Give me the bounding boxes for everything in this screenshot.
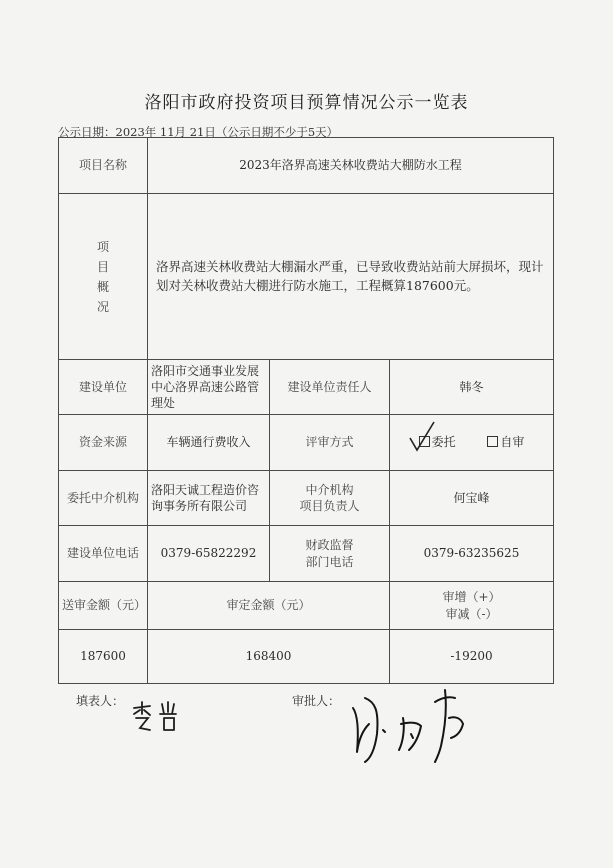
label-agency: 委托中介机构 [59,471,148,526]
filler-label: 填表人： [76,694,125,708]
value-overview: 洛界高速关林收费站大棚漏水严重，已导致收费站站前大屏损坏，现计划对关林收费站大棚进行防水施工，工程概算187600元。 [148,194,554,360]
row-project-name [59,138,554,194]
value-project-name: 2023年洛界高速关林收费站大棚防水工程 [148,138,554,194]
row-amount-values [59,630,554,684]
value-unit-phone: 0379-65822292 [148,526,270,582]
value-difference: -19200 [390,630,554,684]
label-funding-source: 资金来源 [59,415,148,471]
label-approved-amount: 审定金额（元） [148,582,390,630]
label-construction-unit: 建设单位 [59,360,148,415]
filler-signature [128,700,188,736]
checkmark-icon [407,420,437,454]
label-agency-person: 中介机构 项目负责人 [270,471,390,526]
value-agency-person: 何宝峰 [390,471,554,526]
row-phones [59,526,554,582]
value-approved-amount: 168400 [148,630,390,684]
row-overview [59,194,554,360]
row-funding [59,415,554,471]
value-funding-source: 车辆通行费收入 [148,415,270,471]
label-unit-phone: 建设单位电话 [59,526,148,582]
value-finance-phone: 0379-63235625 [390,526,554,582]
overview-label-chars: 项 目 概 况 [96,239,109,314]
label-difference: 审增（+） 审减（-） [390,582,554,630]
budget-table [58,137,554,684]
row-agency [59,471,554,526]
label-overview [59,194,148,360]
label-submitted-amount: 送审金额（元） [59,582,148,630]
value-submitted-amount: 187600 [59,630,148,684]
label-unit-responsible: 建设单位责任人 [270,360,390,415]
value-review-method [390,415,554,471]
review-option-entrust[interactable]: 委托 [419,434,456,450]
approver-label: 审批人： [292,694,341,708]
value-agency: 洛阳天诚工程造价咨询事务所有限公司 [148,471,270,526]
label-project-name: 项目名称 [59,138,148,194]
label-review-method: 评审方式 [270,415,390,471]
label-finance-phone: 财政监督 部门电话 [270,526,390,582]
row-amount-headers [59,582,554,630]
row-construction-unit [59,360,554,415]
value-unit-responsible: 韩冬 [390,360,554,415]
value-construction-unit: 洛阳市交通事业发展中心洛界高速公路管理处 [148,360,270,415]
review-option-self[interactable]: 自审 [487,434,524,450]
publish-date: 公示日期：2023年 11月 21日（公示日期不少于5天） [58,125,339,139]
approver-signature [345,688,485,770]
checkbox-self[interactable] [487,436,498,447]
page-title: 洛阳市政府投资项目预算情况公示一览表 [144,93,469,113]
